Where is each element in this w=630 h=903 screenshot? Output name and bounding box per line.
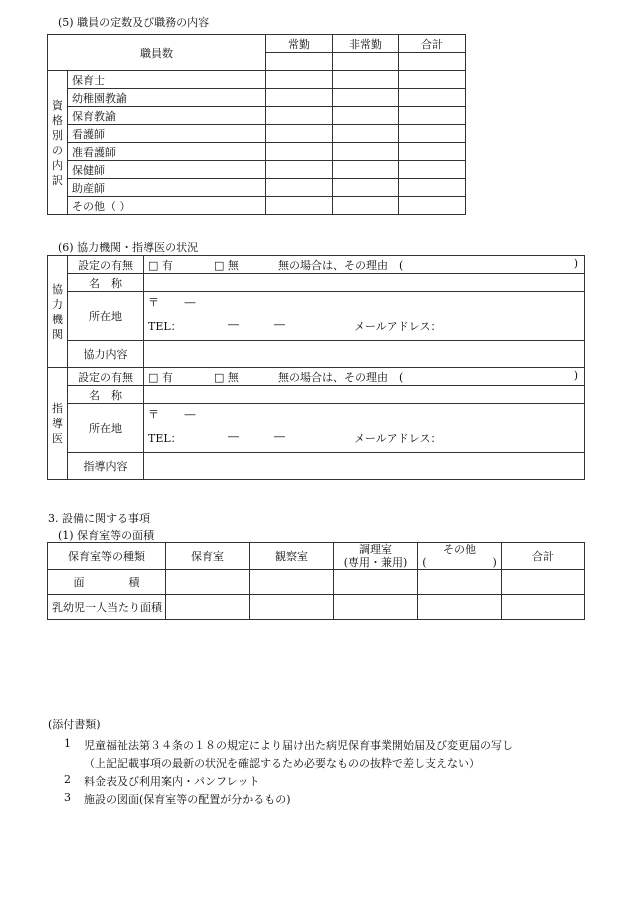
mail-label: メールアドレス： (354, 320, 442, 334)
cell[interactable] (333, 197, 399, 215)
col-full-time: 常勤 (266, 35, 333, 53)
no-checkbox[interactable]: □ 無 (214, 258, 239, 272)
cell[interactable] (399, 125, 466, 143)
supervising-doctor-label: 指 導 医 (48, 368, 68, 480)
cell[interactable] (399, 197, 466, 215)
cell[interactable] (266, 89, 333, 107)
row-label: 保健師 (68, 161, 266, 179)
setting-row (144, 368, 585, 386)
cell[interactable] (266, 179, 333, 197)
address-label: 所在地 (68, 292, 144, 341)
cell[interactable] (166, 595, 250, 620)
attachment-item: 施設の図面(保育室等の配置が分かるもの) (84, 793, 291, 806)
cell[interactable] (266, 161, 333, 179)
cooperating-institution-label: 協 力 機 関 (48, 256, 68, 368)
postal-field[interactable] (144, 404, 585, 425)
reason-label: 無の場合は、その理由 ( (278, 258, 404, 272)
yes-checkbox[interactable]: □ 有 (148, 258, 173, 272)
tel-dash-2: ― (274, 430, 285, 444)
cell[interactable] (333, 125, 399, 143)
postal-field[interactable] (144, 292, 585, 313)
attachment-num: 3 (64, 791, 71, 804)
col-observation-room: 観察室 (250, 543, 334, 570)
section5-heading: (5) 職員の定数及び職務の内容 (58, 16, 210, 29)
cell[interactable] (333, 161, 399, 179)
cell[interactable] (266, 143, 333, 161)
section6-heading: (6) 協力機関・指導医の状況 (58, 241, 199, 254)
col-part-time: 非常勤 (333, 35, 399, 53)
row-label: 保育士 (68, 71, 266, 89)
col-total: 合計 (399, 35, 466, 53)
name-label: 名 称 (68, 386, 144, 404)
reason-close: ) (573, 256, 578, 270)
tel-dash-2: ― (274, 318, 285, 332)
cell[interactable] (333, 89, 399, 107)
cell[interactable] (399, 143, 466, 161)
reason-label: 無の場合は、その理由 ( (278, 370, 404, 384)
full-time-total-cell[interactable] (266, 53, 333, 71)
cell[interactable] (333, 179, 399, 197)
name-field[interactable] (144, 274, 585, 292)
attachment-num: 1 (64, 737, 71, 750)
attachment-note: （上記記載事項の最新の状況を確認するため必要なものの抜粋で差し支えない） (84, 757, 480, 770)
cooperation-table (47, 255, 585, 480)
cell[interactable] (166, 570, 250, 595)
reason-close: ) (573, 368, 578, 382)
cell[interactable] (250, 570, 334, 595)
setting-label: 設定の有無 (68, 368, 144, 386)
area-table (47, 542, 585, 620)
part-time-total-cell[interactable] (333, 53, 399, 71)
col-other: その他 ( ) (418, 543, 502, 570)
cell[interactable] (334, 595, 418, 620)
postal-mark: 〒 ― (148, 296, 196, 310)
tel-field[interactable] (144, 425, 585, 453)
tel-label: TEL： (148, 320, 182, 334)
row-per-child-label: 乳幼児一人当たり面積 (48, 595, 166, 620)
section3-sub-heading: (1) 保育室等の面積 (58, 529, 155, 542)
tel-dash-1: ― (228, 318, 239, 332)
cell[interactable] (399, 107, 466, 125)
cell[interactable] (399, 89, 466, 107)
col-cooking-room: 調理室 (専用・兼用) (334, 543, 418, 570)
yes-checkbox[interactable]: □ 有 (148, 370, 173, 384)
col-room-kind: 保育室等の種類 (48, 543, 166, 570)
col-total: 合計 (502, 543, 585, 570)
cell[interactable] (250, 595, 334, 620)
cell[interactable] (266, 71, 333, 89)
qualification-breakdown-label: 資 格 別 の 内 訳 (48, 71, 68, 215)
setting-label: 設定の有無 (68, 256, 144, 274)
row-label: 保育教諭 (68, 107, 266, 125)
attachment-item: 児童福祉法第３４条の１８の規定により届け出た病児保育事業開始届及び変更届の写し (84, 739, 513, 752)
cell[interactable] (333, 71, 399, 89)
address-label: 所在地 (68, 404, 144, 453)
staff-table (47, 34, 466, 215)
cell[interactable] (333, 107, 399, 125)
staff-count-header: 職員数 (48, 35, 266, 71)
row-label: 看護師 (68, 125, 266, 143)
row-area-label: 面 積 (48, 570, 166, 595)
postal-mark: 〒 ― (148, 408, 196, 422)
no-checkbox[interactable]: □ 無 (214, 370, 239, 384)
tel-field[interactable] (144, 313, 585, 341)
mail-label: メールアドレス： (354, 432, 442, 446)
attachment-num: 2 (64, 773, 71, 786)
cell[interactable] (266, 197, 333, 215)
cell[interactable] (266, 125, 333, 143)
guide-content-field[interactable] (144, 453, 585, 480)
cell[interactable] (502, 595, 585, 620)
coop-content-label: 協力内容 (68, 341, 144, 368)
section3-heading: 3. 設備に関する事項 (48, 512, 150, 525)
row-label: その他（ ） (68, 197, 266, 215)
cell[interactable] (266, 107, 333, 125)
cell[interactable] (418, 595, 502, 620)
cell[interactable] (418, 570, 502, 595)
cell[interactable] (502, 570, 585, 595)
cell[interactable] (399, 71, 466, 89)
setting-row (144, 256, 585, 274)
cell[interactable] (399, 161, 466, 179)
total-total-cell[interactable] (399, 53, 466, 71)
cell[interactable] (399, 179, 466, 197)
cell[interactable] (333, 143, 399, 161)
name-field[interactable] (144, 386, 585, 404)
cell[interactable] (334, 570, 418, 595)
guide-content-label: 指導内容 (68, 453, 144, 480)
row-label: 助産師 (68, 179, 266, 197)
row-label: 幼稚園教諭 (68, 89, 266, 107)
attachment-item: 料金表及び利用案内・パンフレット (84, 775, 260, 788)
tel-dash-1: ― (228, 430, 239, 444)
row-label: 准看護師 (68, 143, 266, 161)
attachments-heading: (添付書類) (48, 718, 101, 731)
tel-label: TEL： (148, 432, 182, 446)
coop-content-field[interactable] (144, 341, 585, 368)
name-label: 名 称 (68, 274, 144, 292)
col-nursery-room: 保育室 (166, 543, 250, 570)
